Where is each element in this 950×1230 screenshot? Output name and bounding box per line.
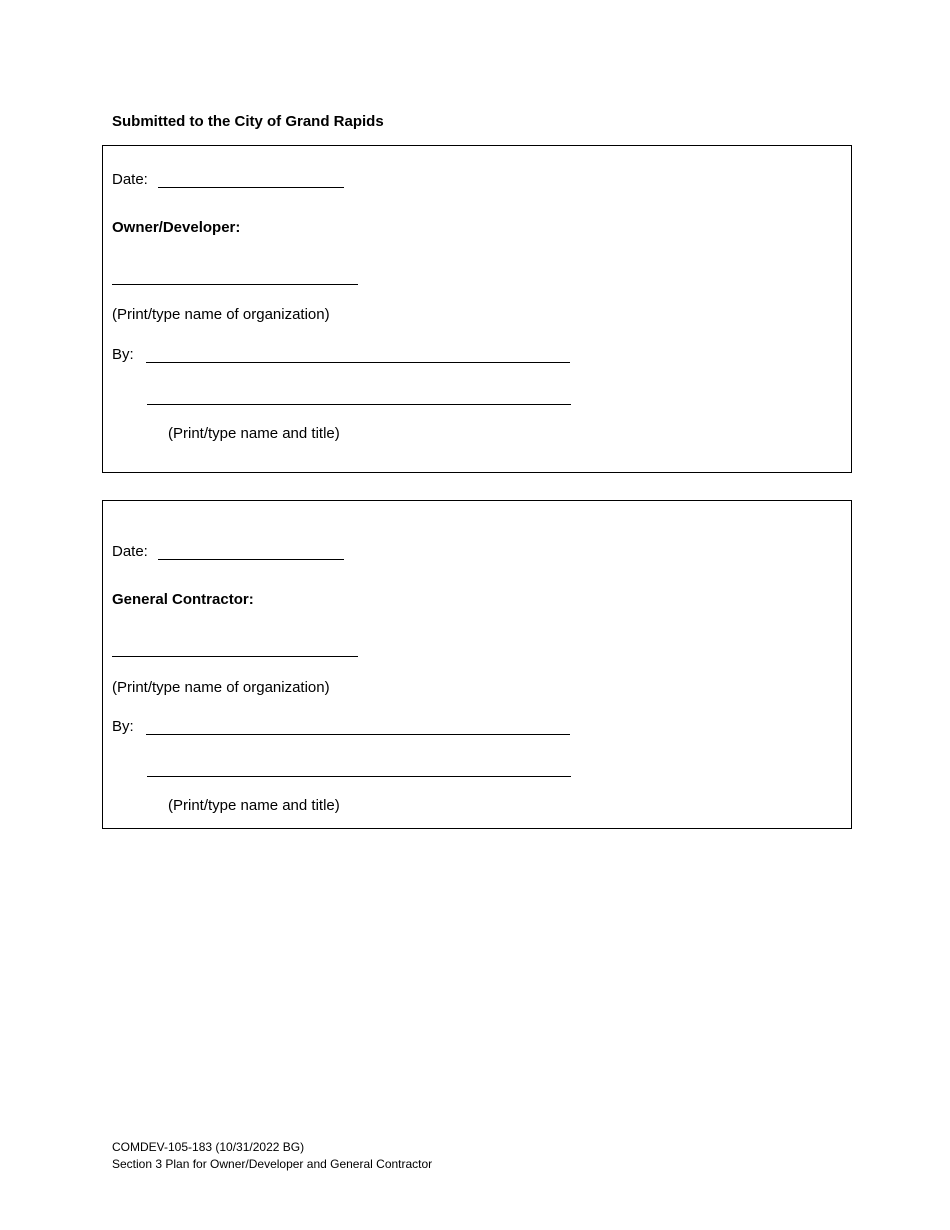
owner-date-field[interactable] (158, 187, 344, 188)
contractor-name-title-field[interactable] (147, 776, 571, 777)
general-contractor-label: General Contractor: (112, 591, 254, 608)
page-title: Submitted to the City of Grand Rapids (112, 113, 384, 130)
form-description: Section 3 Plan for Owner/Developer and General Contractor (112, 1157, 433, 1171)
owner-date-label: Date: (112, 171, 148, 188)
form-id: COMDEV-105-183 (10/31/2022 BG) (112, 1140, 305, 1154)
contractor-signature-field[interactable] (146, 734, 570, 735)
owner-name-title-field[interactable] (147, 404, 571, 405)
owner-signature-field[interactable] (146, 362, 570, 363)
contractor-date-label: Date: (112, 543, 148, 560)
contractor-organization-field[interactable] (112, 656, 358, 657)
contractor-name-title-caption: (Print/type name and title) (168, 797, 340, 814)
contractor-date-field[interactable] (158, 559, 344, 560)
owner-developer-label: Owner/Developer: (112, 219, 241, 236)
contractor-organization-caption: (Print/type name of organization) (112, 679, 330, 696)
contractor-by-label: By: (112, 718, 134, 735)
owner-by-label: By: (112, 346, 134, 363)
owner-name-title-caption: (Print/type name and title) (168, 425, 340, 442)
general-contractor-section (102, 500, 852, 829)
owner-organization-caption: (Print/type name of organization) (112, 306, 330, 323)
owner-organization-field[interactable] (112, 284, 358, 285)
